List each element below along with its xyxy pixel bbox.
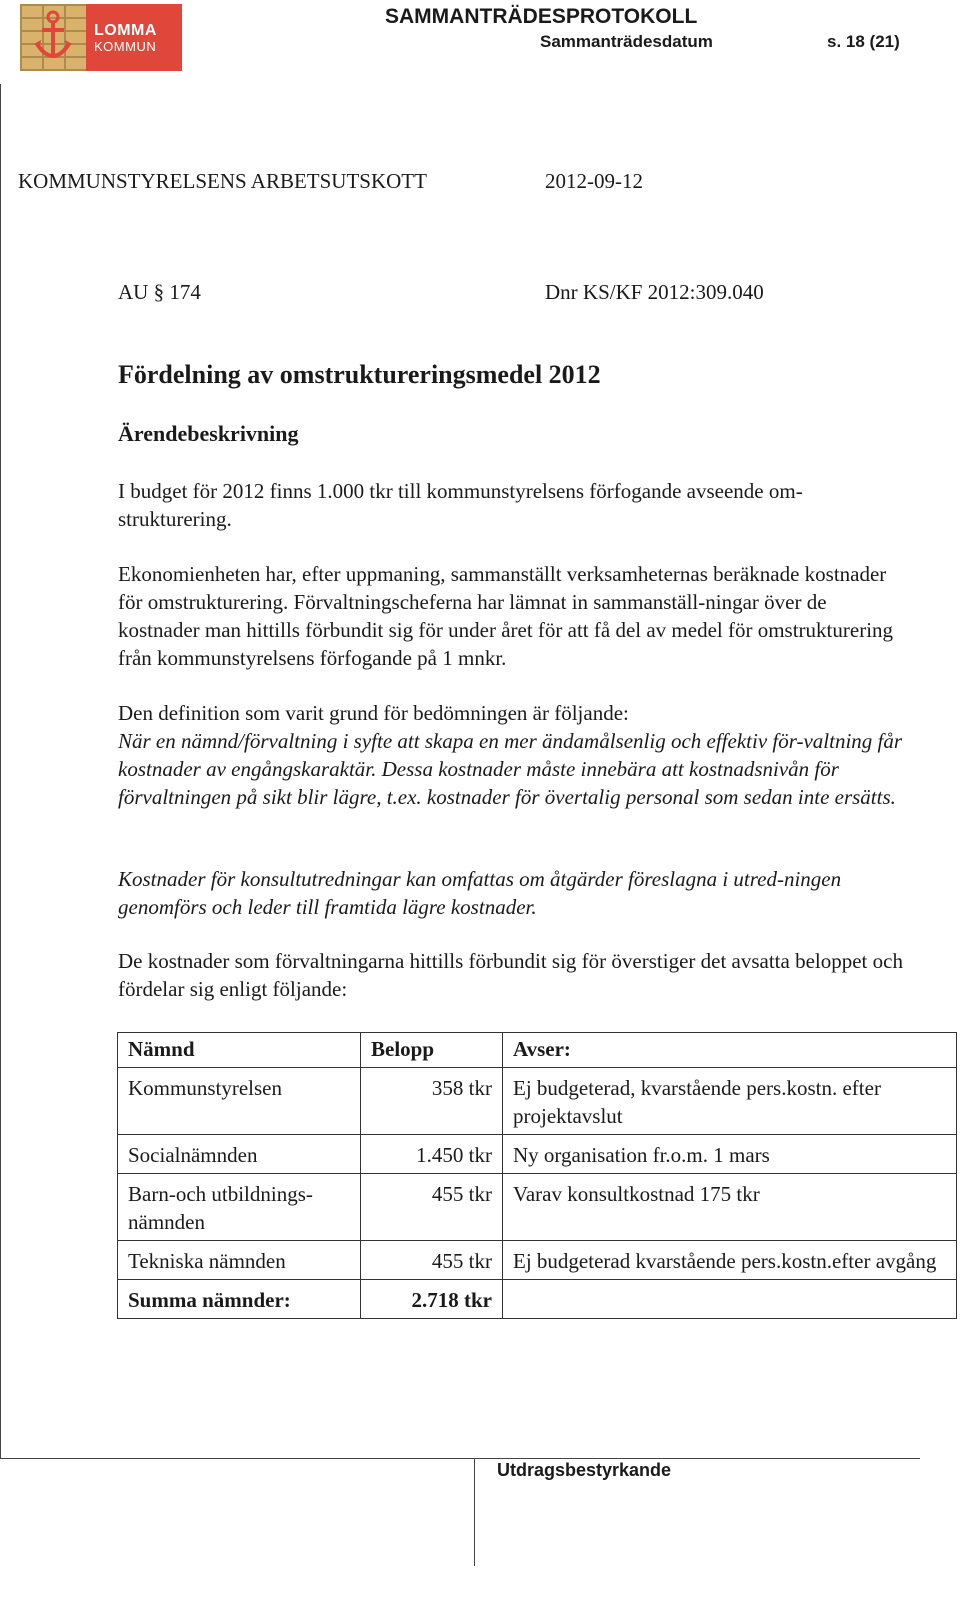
document-title: Fördelning av omstruktureringsmedel 2012 — [118, 360, 601, 389]
paragraph-consultants: Kostnader för konsultutredningar kan omfattas om åtgärder föreslagna i utred-ningen genomförs och leder till framtida lägre kostnader. — [118, 867, 842, 919]
certification-label: Utdragsbestyrkande — [497, 1460, 672, 1480]
protocol-title: SAMMANTRÄDESPROTOKOLL — [385, 5, 698, 28]
anchor-icon — [34, 10, 72, 66]
cell-avser: Ej budgeterad kvarstående pers.kostn.efter avgång — [503, 1241, 957, 1280]
cell-namnd: Socialnämnden — [118, 1135, 361, 1174]
sum-belopp: 2.718 tkr — [361, 1280, 503, 1319]
definition-intro: Den definition som varit grund för bedömningen är följande: — [118, 701, 629, 725]
table-row — [118, 1135, 957, 1174]
paragraph-costs-exceed: De kostnader som förvaltningarna hittills förbundit sig för överstiger det avsatta beloppet och fördelar sig enligt följande: — [118, 949, 903, 1001]
paragraph-definition — [118, 699, 908, 811]
item-number: AU § 174 — [118, 280, 201, 304]
table-row — [118, 1241, 957, 1280]
header-belopp: Belopp — [361, 1033, 503, 1068]
header-avser: Avser: — [503, 1033, 957, 1068]
footer-divider — [474, 1458, 475, 1566]
logo-line2: KOMMUN — [94, 38, 157, 54]
paragraph-budget: I budget för 2012 finns 1.000 tkr till kommunstyrelsens förfogande avseende om-strukturering. — [118, 479, 803, 531]
cell-belopp: 358 tkr — [361, 1068, 503, 1135]
cost-distribution-table — [117, 1032, 957, 1319]
header-namnd: Nämnd — [118, 1033, 361, 1068]
cell-belopp: 455 tkr — [361, 1241, 503, 1280]
cell-namnd: Tekniska nämnden — [118, 1241, 361, 1280]
table-header-row — [118, 1033, 957, 1068]
lomma-kommun-logo — [20, 4, 182, 71]
cell-avser: Varav konsultkostnad 175 tkr — [503, 1174, 957, 1241]
sum-avser — [503, 1280, 957, 1319]
diary-number: Dnr KS/KF 2012:309.040 — [545, 280, 764, 304]
cell-namnd: Barn-och utbildnings-nämnden — [118, 1174, 361, 1241]
sum-label: Summa nämnder: — [118, 1280, 361, 1319]
table-row — [118, 1068, 957, 1135]
table-sum-row — [118, 1280, 957, 1319]
cell-belopp: 1.450 tkr — [361, 1135, 503, 1174]
meeting-date: 2012-09-12 — [545, 169, 643, 193]
meeting-date-label: Sammanträdesdatum — [540, 32, 713, 51]
cell-avser: Ej budgeterad, kvarstående pers.kostn. efter projektavslut — [503, 1068, 957, 1135]
brick-wall-graphic — [20, 4, 86, 71]
definition-text: När en nämnd/förvaltning i syfte att skapa en mer ändamålsenlig och effektiv för-valtning får kostnader av engångskaraktär. Dessa kostnader måste innebära att kostnadsnivån för förvaltningen på sikt blir lägre, t.ex. kostnader för övertalig personal som sedan inte ersätts. — [118, 729, 903, 809]
table-row — [118, 1174, 957, 1241]
section-heading: Ärendebeskrivning — [118, 421, 299, 446]
logo-line1: LOMMA — [94, 21, 157, 39]
cell-belopp: 455 tkr — [361, 1174, 503, 1241]
paragraph-economy-unit: Ekonomienheten har, efter uppmaning, sammanställt verksamheternas beräknade kostnader för omstrukturering. Förvaltningscheferna har lämnat in sammanställ-ningar över de kostnader man hittills förbundit sig för under året för att få del av medel för omstrukturering från kommunstyrelsens förfogande på 1 mnkr. — [118, 562, 894, 670]
footer-rule — [0, 1458, 920, 1459]
logo-text-block — [86, 4, 182, 71]
page-number: s. 18 (21) — [827, 32, 900, 51]
cell-avser: Ny organisation fr.o.m. 1 mars — [503, 1135, 957, 1174]
committee-name: KOMMUNSTYRELSENS ARBETSUTSKOTT — [18, 169, 427, 193]
cell-namnd: Kommunstyrelsen — [118, 1068, 361, 1135]
left-margin-rule — [0, 84, 1, 1459]
